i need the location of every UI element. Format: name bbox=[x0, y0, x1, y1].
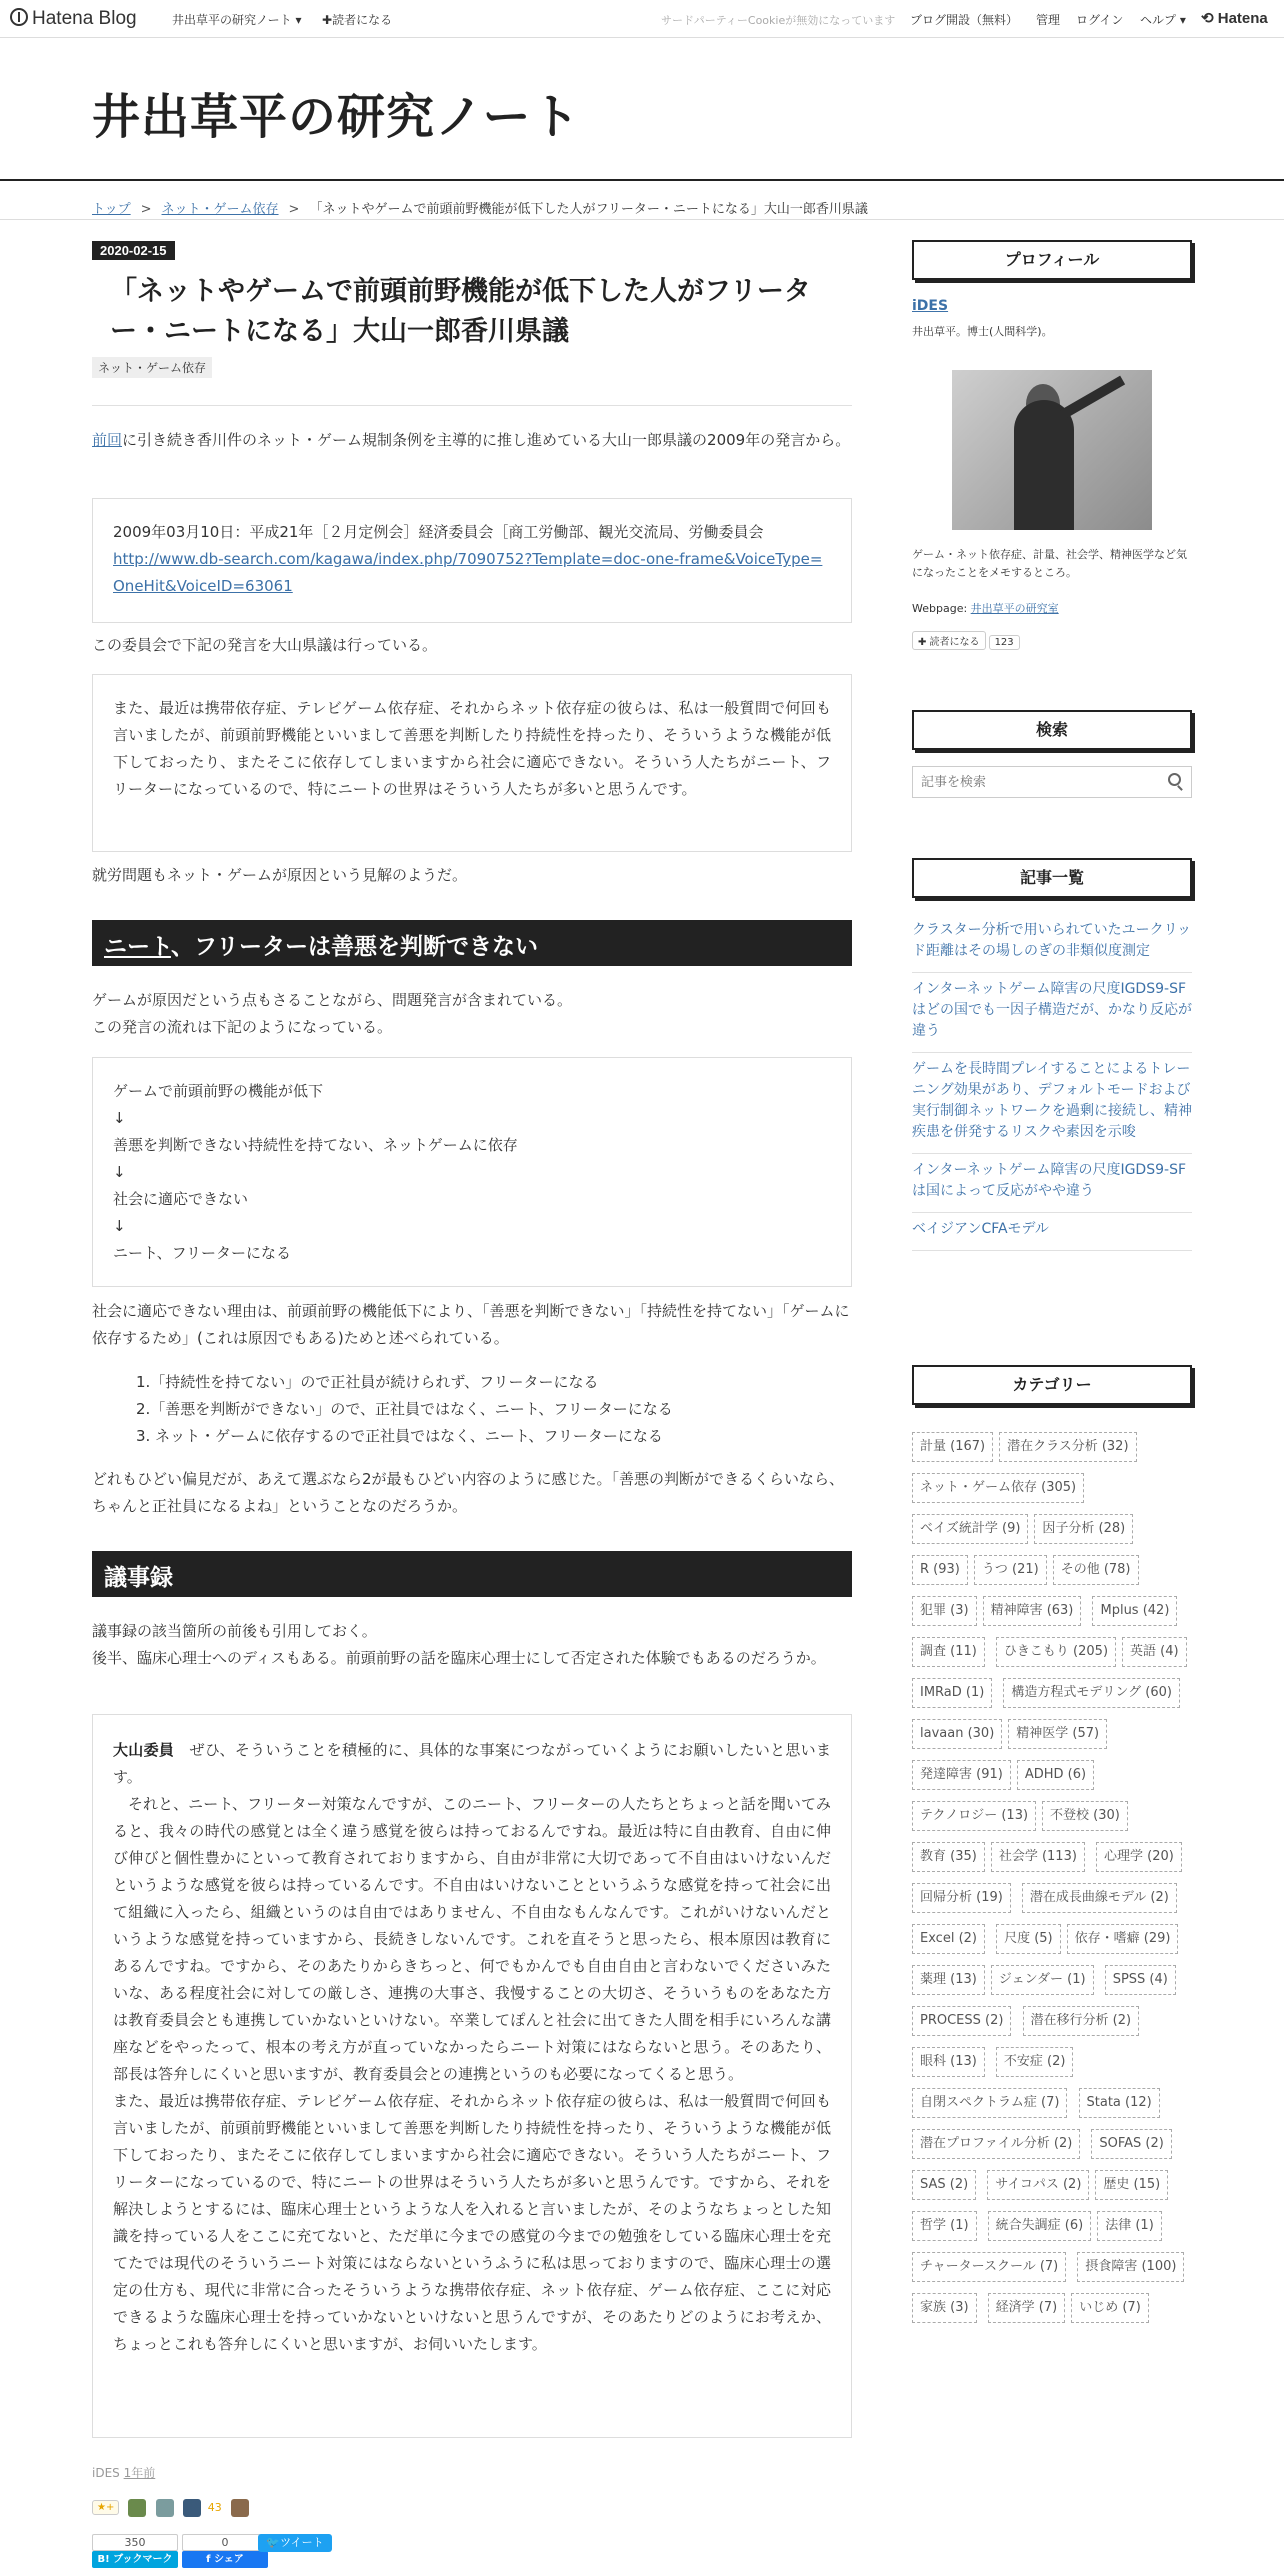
employment-paragraph: 就労問題もネット・ゲームが原因という見解のようだ。 bbox=[92, 866, 468, 884]
user-avatar-icon[interactable] bbox=[128, 2499, 146, 2517]
speech-paragraph: また、最近は携帯依存症、テレビゲーム依存症、それからネット依存症の彼らは、私は一般質問で何回も言いましたが、前頭前野機能といいまして善悪を判断したり持続性を持ったり、そういうような機能が低下しておったり、またそこに依存してしまいますから社会に適応できない。そういう人たちがニート、フリーターになっているので、特にニートの世界はそういう人たちが多いと思うんです。ですから、それを解決しようとするには、臨床心理士というような人を入れると言いましたが、そのようなちょっとした知識を持っている人をここに充てないと、ただ単に今までの感覚の今までの勉強をしている臨床心理士を充てたでは現代のそういうニート対策にはならないというふうに私は思っておりますので、臨床心理士の選定の仕方も、現代に非常に合ったそういうような携帯依存症、ネット依存症、ゲーム依存症、ここに対応できるような臨床心理士を持っていかないといけないと思うんですが、そのあたりどのようにお考えか、ちょっとこれも答弁しにくいと思いますが、お伺いいたします。 bbox=[113, 2092, 831, 2353]
category-tag[interactable]: SAS (2) bbox=[912, 2170, 976, 2200]
list-item: 3. ネット・ゲームに依存するので正社員ではなく、ニート、フリーターになる bbox=[136, 1427, 663, 1445]
tweet-button[interactable]: 🐦ツイート bbox=[258, 2534, 332, 2552]
category-tag[interactable]: 眼科 (13) bbox=[912, 2047, 985, 2077]
category-tag[interactable]: SOFAS (2) bbox=[1091, 2129, 1171, 2159]
flow-arrow: ↓ bbox=[113, 1109, 126, 1127]
category-tag[interactable]: チャータースクール (7) bbox=[912, 2252, 1066, 2282]
intro-paragraph: 前回に引き続き香川件のネット・ゲーム規制条例を主導的に推し進めている大山一郎県議の2009年の発言から。 bbox=[92, 431, 851, 449]
category-tag[interactable]: 摂食障害 (100) bbox=[1077, 2252, 1184, 2282]
list-item: 2.「善悪を判断ができない」ので、正社員ではなく、ニート、フリーターになる bbox=[136, 1400, 673, 1418]
login-link[interactable]: ログイン bbox=[1076, 13, 1124, 27]
footer-permalink[interactable]: 1年前 bbox=[123, 2466, 156, 2480]
user-avatar-icon[interactable] bbox=[231, 2499, 249, 2517]
user-avatar-icon[interactable] bbox=[183, 2499, 201, 2517]
star-area bbox=[92, 2497, 249, 2519]
recent-post-link[interactable]: インターネットゲーム障害の尺度IGDS9-SFは国によって反応がやや違う bbox=[912, 1154, 1192, 1213]
category-tag[interactable]: ジェンダー (1) bbox=[991, 1965, 1094, 1995]
category-tag[interactable]: ADHD (6) bbox=[1017, 1760, 1094, 1790]
speech-paragraph: 大山委員 ぜひ、そういうことを積極的に、具体的な事案につながっていくようにお願いしたいと思います。 bbox=[113, 1741, 831, 1786]
plus-icon: ✚ bbox=[322, 13, 333, 27]
category-tag[interactable]: サイコパス (2) bbox=[987, 2170, 1089, 2200]
quote-1: また、最近は携帯依存症、テレビゲーム依存症、それからネット依存症の彼らは、私は一般質問で何回も言いましたが、前頭前野機能といいまして善悪を判断したり持続性を持ったり、そういうような機能が低下しておったり、またそこに依存してしまいますから社会に適応できない。そういう人たちがニート、フリーターになっているので、特にニートの世界はそういう人たちが多いと思うんです。 bbox=[92, 674, 852, 852]
add-star-button[interactable]: ★+ bbox=[92, 2500, 119, 2515]
category-tag[interactable]: ネット・ゲーム依存 (305) bbox=[912, 1473, 1084, 1503]
category-tag[interactable]: 調査 (11) bbox=[912, 1637, 985, 1667]
flow-step: ニート、フリーターになる bbox=[113, 1244, 292, 1262]
category-tag[interactable]: Stata (12) bbox=[1079, 2088, 1160, 2118]
article-date[interactable]: 2020-02-15 bbox=[92, 241, 175, 260]
facebook-share bbox=[182, 2534, 268, 2568]
star-count[interactable]: 43 bbox=[207, 2501, 222, 2514]
category-tag[interactable]: 社会学 (113) bbox=[991, 1842, 1085, 1872]
hatena-logo-icon bbox=[10, 8, 28, 26]
category-tag[interactable]: 発達障害 (91) bbox=[912, 1760, 1011, 1790]
hatena-blog-logo[interactable]: Hatena Blog bbox=[10, 8, 137, 30]
flow-arrow: ↓ bbox=[113, 1217, 126, 1235]
header-subscribe-button[interactable]: ✚読者になる bbox=[322, 13, 393, 27]
category-tag[interactable]: 不登校 (30) bbox=[1042, 1801, 1128, 1831]
open-blog-link[interactable]: ブログ開設（無料） bbox=[910, 13, 1019, 27]
bookmark-share bbox=[92, 2534, 178, 2568]
category-tag[interactable]: 歴史 (15) bbox=[1095, 2170, 1168, 2200]
category-tags bbox=[912, 1432, 1202, 2334]
profile-subscribe bbox=[912, 630, 1023, 650]
category-tag[interactable]: うつ (21) bbox=[974, 1555, 1047, 1585]
module-title: プロフィール bbox=[912, 240, 1192, 280]
article-footer bbox=[92, 2464, 155, 2481]
recent-posts-list bbox=[912, 914, 1192, 1251]
category-tag[interactable]: 尺度 (5) bbox=[996, 1924, 1061, 1954]
category-tag[interactable]: 薬理 (13) bbox=[912, 1965, 985, 1995]
module-title: カテゴリー bbox=[912, 1365, 1192, 1405]
profile-name-link[interactable]: iDES bbox=[912, 298, 949, 314]
opinion-paragraph: どれもひどい偏見だが、あえて選ぶなら2が最もひどい内容のように感じた。「善悪の判断ができるくらいなら、ちゃんと正社員になるよね」ということなのだろうか。 bbox=[92, 1470, 845, 1515]
problem-paragraph: ゲームが原因だという点もさることながら、問題発言が含まれている。 この発言の流れは下記のようになっている。 bbox=[92, 991, 573, 1036]
category-tag[interactable]: 潜在移行分析 (2) bbox=[1023, 2006, 1140, 2036]
twitter-bird-icon: 🐦 bbox=[266, 2536, 281, 2549]
category-tag[interactable]: 依存・嗜癖 (29) bbox=[1067, 1924, 1179, 1954]
search-input[interactable] bbox=[912, 766, 1192, 798]
search-icon[interactable] bbox=[1168, 773, 1181, 786]
hatena-logo[interactable]: ⟲ Hatena bbox=[1201, 10, 1268, 27]
category-tag[interactable]: 構造方程式モデリング (60) bbox=[1003, 1678, 1180, 1708]
category-tag[interactable]: R (93) bbox=[912, 1555, 968, 1585]
facebook-count[interactable]: 0 bbox=[182, 2534, 268, 2551]
module-title: 検索 bbox=[912, 710, 1192, 750]
category-tag[interactable]: 家族 (3) bbox=[912, 2293, 977, 2323]
article-title[interactable]: 「ネットやゲームで前頭前野機能が低下した人がフリーター・ニートになる」大山一郎香川県議 bbox=[110, 276, 811, 347]
reason-list bbox=[136, 1369, 856, 1450]
recent-post-link[interactable]: インターネットゲーム障害の尺度IGDS9-SFはどの国でも一因子構造だが、かなり反応が違う bbox=[912, 973, 1192, 1053]
flow-step: ゲームで前頭前野の機能が低下 bbox=[113, 1082, 324, 1100]
hatena-mark-icon: ⟲ bbox=[1201, 10, 1214, 27]
blog-menu[interactable]: 井出草平の研究ノート ▾ bbox=[172, 13, 302, 27]
flow-step: 善悪を判断できない持続性を持てない、ネットゲームに依存 bbox=[113, 1136, 518, 1154]
blog-title[interactable]: 井出草平の研究ノート bbox=[92, 89, 581, 145]
breadcrumb-category[interactable]: ネット・ゲーム依存 bbox=[161, 202, 279, 217]
webpage-link[interactable]: 井出草平の研究室 bbox=[970, 602, 1059, 615]
subscribe-button[interactable]: ✚ 読者になる bbox=[912, 631, 986, 650]
breadcrumb-current: 「ネットやゲームで前頭前野機能が低下した人がフリーター・ニートになる」大山一郎香川県議 bbox=[309, 202, 868, 217]
committee-paragraph: この委員会で下記の発言を大山県議は行っている。 bbox=[92, 636, 438, 654]
category-tag[interactable]: 精神医学 (57) bbox=[1008, 1719, 1107, 1749]
profile-bio: ゲーム・ネット依存症、計量、社会学、精神医学など気になったことをメモするところ。 bbox=[912, 548, 1187, 579]
profile-module bbox=[912, 240, 1192, 280]
source-line: 2009年03月10日：平成21年［２月定例会］経済委員会［商工労働部、観光交流局、労働委員会 bbox=[113, 523, 764, 541]
category-tag[interactable]: ベイズ統計学 (9) bbox=[912, 1514, 1028, 1544]
breadcrumb: トップ > ネット・ゲーム依存 > 「ネットやゲームで前頭前野機能が低下した人がフリーター・ニートになる」大山一郎香川県議 bbox=[92, 202, 868, 217]
minutes-paragraph: 議事録の該当箇所の前後も引用しておく。 後半、臨床心理士へのディスもある。前頭前野の話を臨床心理士にして否定された体験でもあるのだろうか。 bbox=[92, 1622, 826, 1667]
help-menu[interactable]: ヘルプ ▾ bbox=[1140, 13, 1186, 27]
breadcrumb-divider bbox=[0, 219, 1284, 220]
category-tag[interactable]: 因子分析 (28) bbox=[1034, 1514, 1133, 1544]
reason-paragraph: 社会に適応できない理由は、前頭前野の機能低下により、「善悪を判断できない」「持続性を持てない」「ゲームに依存するため」(これは原因でもある)ためと述べられている。 bbox=[92, 1302, 850, 1347]
category-tag[interactable]: 潜在クラス分析 (32) bbox=[999, 1432, 1136, 1462]
search-module bbox=[912, 710, 1192, 750]
category-tag[interactable]: Excel (2) bbox=[912, 1924, 985, 1954]
flow-quote bbox=[92, 1057, 852, 1287]
category-tag[interactable]: 教育 (35) bbox=[912, 1842, 985, 1872]
breadcrumb-top[interactable]: トップ bbox=[92, 202, 131, 217]
facebook-share-button[interactable]: f シェア bbox=[182, 2551, 268, 2568]
category-tag[interactable]: テクノロジー (13) bbox=[912, 1801, 1036, 1831]
global-header bbox=[0, 0, 1284, 38]
category-tag[interactable]: 統合失調症 (6) bbox=[988, 2211, 1092, 2241]
profile-desc: 井出草平。博士(人間科学)。 bbox=[912, 325, 1053, 338]
category-tag[interactable]: PROCESS (2) bbox=[912, 2006, 1011, 2036]
title-divider bbox=[92, 405, 852, 406]
article-category[interactable]: ネット・ゲーム依存 bbox=[92, 357, 212, 378]
bookmark-button[interactable]: B! ブックマーク bbox=[92, 2551, 178, 2568]
category-tag[interactable]: 経済学 (7) bbox=[988, 2293, 1066, 2323]
previous-post-link[interactable]: 前回 bbox=[92, 431, 123, 449]
section-heading-minutes: 議事録 bbox=[92, 1551, 852, 1597]
speaker-name: 大山委員 bbox=[113, 1741, 175, 1759]
categories-module bbox=[912, 1365, 1192, 1405]
category-tag[interactable]: 精神障害 (63) bbox=[983, 1596, 1082, 1626]
section-heading-neet: ニート、フリーターは善悪を判断できない bbox=[92, 920, 852, 966]
category-tag[interactable]: 心理学 (20) bbox=[1096, 1842, 1182, 1872]
category-tag[interactable]: 計量 (167) bbox=[912, 1432, 993, 1462]
category-tag[interactable]: 自閉スペクトラム症 (7) bbox=[912, 2088, 1067, 2118]
category-tag[interactable]: SPSS (4) bbox=[1105, 1965, 1176, 1995]
category-tag[interactable]: 英語 (4) bbox=[1122, 1637, 1187, 1667]
recent-post-link[interactable]: クラスター分析で用いられていたユークリッド距離はその場しのぎの非類似度測定 bbox=[912, 914, 1192, 973]
caret-down-icon: ▾ bbox=[1179, 13, 1186, 27]
minutes-quote bbox=[92, 1714, 852, 2438]
category-tag[interactable]: Mplus (42) bbox=[1092, 1596, 1177, 1626]
recent-post-link[interactable]: ベイジアンCFAモデル bbox=[912, 1213, 1192, 1251]
category-tag[interactable]: ひきこもり (205) bbox=[996, 1637, 1116, 1667]
header-divider bbox=[0, 179, 1284, 181]
category-tag[interactable]: 潜在成長曲線モデル (2) bbox=[1022, 1883, 1177, 1913]
category-tag[interactable]: いじめ (7) bbox=[1071, 2293, 1149, 2323]
flow-step: 社会に適応できない bbox=[113, 1190, 249, 1208]
category-tag[interactable]: IMRaD (1) bbox=[912, 1678, 992, 1708]
category-tag[interactable]: 法律 (1) bbox=[1097, 2211, 1162, 2241]
recent-post-link[interactable]: ゲームを長時間プレイすることによるトレーニング効果があり、デフォルトモードおよび実行制御ネットワークを過剰に接続し、精神疾患を併発するリスクや素因を示唆 bbox=[912, 1053, 1192, 1154]
source-url-link[interactable]: http://www.db-search.com/kagawa/index.php/7090752?Template=doc-one-frame&VoiceType=OneHit&VoiceID=63061 bbox=[113, 550, 823, 595]
module-title: 記事一覧 bbox=[912, 858, 1192, 898]
recent-posts-module bbox=[912, 858, 1192, 898]
flow-arrow: ↓ bbox=[113, 1163, 126, 1181]
speech-paragraph: それと、ニート、フリーター対策なんですが、このニート、フリーターの人たちとちょっと話を聞いてみると、我々の時代の感覚とは全く違う感覚を彼らは持っておるんですね。最近は特に自由教育、自由に伸び伸びと個性豊かにといって教育されておりますから、自由が非常に大切であって不自由はいけないんだというような感覚を彼らは持っているんです。不自由はいけないことというふうな感覚を持って社会に出て組織に入ったら、組織というのは自由ではありません、不自由なもんなんです。これがいけないんだというような感覚を持っていますから、長続きしないんです。これを直そうと思ったら、根本原因は教育にあるんですね。ですから、そのあたりからきちっと、何でもかんでも自由自由と言わないでくださいみたいな、ある程度社会に対しての厳しさ、連携の大事さ、我慢することの大切さ、そういうものをあなた方は教育委員会とも連携していかないといけない。卒業してぽんと社会に出てきた人間を相手にいろんな講座などをやったって、根本の考え方が直っていなかったらニート対策にはならないと思う。そのあたり、部長は答弁しにくいと思いますが、教育委員会との連携というのも必要になってくると思う。 bbox=[113, 1795, 831, 2083]
footer-author[interactable]: iDES bbox=[92, 2466, 120, 2480]
admin-link[interactable]: 管理 bbox=[1036, 13, 1061, 27]
caret-down-icon: ▾ bbox=[295, 13, 302, 27]
category-tag[interactable]: 哲学 (1) bbox=[912, 2211, 977, 2241]
list-item: 1.「持続性を持てない」ので正社員が続けられず、フリーターになる bbox=[136, 1373, 599, 1391]
category-tag[interactable]: 犯罪 (3) bbox=[912, 1596, 977, 1626]
cookie-notice: サードパーティーCookieが無効になっています bbox=[661, 14, 896, 27]
bookmark-count[interactable]: 350 bbox=[92, 2534, 178, 2551]
source-quote bbox=[92, 498, 852, 623]
subscriber-count[interactable]: 123 bbox=[989, 635, 1020, 650]
neet-keyword-link[interactable]: ニート bbox=[104, 934, 171, 960]
category-tag[interactable]: その他 (78) bbox=[1053, 1555, 1139, 1585]
profile-webpage: Webpage: 井出草平の研究室 bbox=[912, 602, 1059, 615]
category-tag[interactable]: 潜在プロファイル分析 (2) bbox=[912, 2129, 1080, 2159]
category-tag[interactable]: 不安症 (2) bbox=[996, 2047, 1074, 2077]
category-tag[interactable]: lavaan (30) bbox=[912, 1719, 1002, 1749]
user-avatar-icon[interactable] bbox=[156, 2499, 174, 2517]
category-tag[interactable]: 回帰分析 (19) bbox=[912, 1883, 1011, 1913]
profile-photo[interactable] bbox=[952, 370, 1152, 530]
